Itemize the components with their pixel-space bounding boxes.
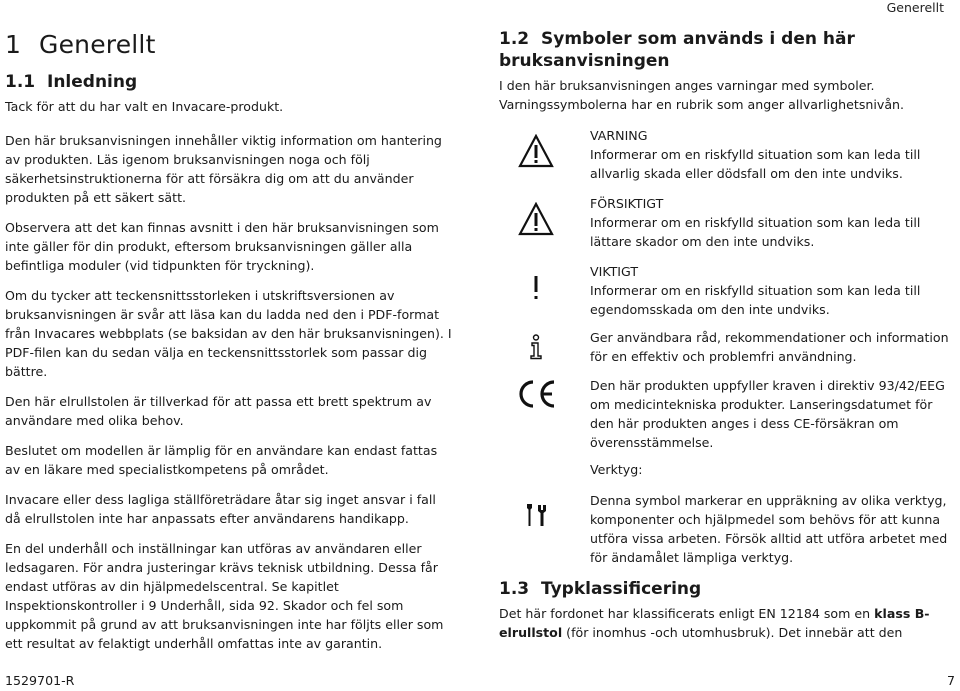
section-heading-typklassificering xyxy=(499,578,949,600)
text-segment: Det här fordonet har klassificerats enligt EN 12184 som en xyxy=(499,606,875,621)
warning-triangle-icon xyxy=(513,134,559,172)
paragraph: Den här bruksanvisningen innehåller viktig information om hantering av produkten. Läs igenom bruksanvisningen noga och följ säkerhetsinstruktionerna för att försäkra dig om att du använder produkten på ett säkert sätt. xyxy=(5,133,442,205)
right-column xyxy=(499,28,949,653)
symbol-row-forsiktigt xyxy=(499,194,949,262)
paragraph: Om du tycker att teckensnittsstorleken i utskriftsversionen av bruksanvisningen är svår att läsa kan du ladda ned den i PDF-format från Invacares webbplats (se baksidan av den här bruksanvisningen). I PDF-filen kan du sedan välja en teckensnittsstorlek som passar dig bättre. xyxy=(5,288,452,379)
intro-line: I den här bruksanvisningen anges varningar med symboler. xyxy=(499,78,875,93)
chapter-title: Generellt xyxy=(39,30,156,59)
left-column xyxy=(5,30,455,664)
caution-triangle-icon xyxy=(513,202,559,240)
paragraph: Invacare eller dess lagliga ställföreträdare åtar sig inget ansvar i fall då elrullstolen inte har anpassats efter användarens handikapp. xyxy=(5,492,436,526)
paragraph: Observera att det kan finnas avsnitt i den här bruksanvisningen som inte gäller för din produkt, eftersom bruksanvisningen gäller alla befintliga moduler (vid tidpunkten för tryckning). xyxy=(5,220,439,273)
section-title: Symboler som används i den här bruksanvisningen xyxy=(499,29,855,71)
intro-line: Varningssymbolerna har en rubrik som anger allvarlighetsnivån. xyxy=(499,97,905,112)
section-number: 1.3 xyxy=(499,579,530,599)
symbol-row-varning xyxy=(499,126,949,194)
symbol-label: VARNING xyxy=(590,128,648,143)
symbol-row-viktigt xyxy=(499,262,949,328)
symbol-description: Ger användbara råd, rekommendationer och information för en effektiv och problemfri användning. xyxy=(590,330,949,364)
footer-page-number: 7 xyxy=(946,673,955,688)
paragraph: En del underhåll och inställningar kan utföras av användaren eller ledsagaren. För andra justeringar krävs teknisk utbildning. Dessa får endast utföras av din hjälpmedelscentral. Se kapitlet Inspektionskontroller i 9 Underhåll, sida 92. Skador och fel som uppkommit på grund av att bruksanvisningen inte har följts eller som ett resultat av felaktigt underhåll omfattas inte av garantin. xyxy=(5,541,444,651)
symbol-label: FÖRSIKTIGT xyxy=(590,196,664,211)
symbol-label: Verktyg: xyxy=(590,462,643,477)
paragraph: Tack för att du har valt en Invacare-produkt. xyxy=(5,99,284,114)
section-heading-inledning xyxy=(5,71,455,93)
section-heading-symboler xyxy=(499,28,949,72)
section-number: 1.2 xyxy=(499,29,530,49)
exclamation-icon xyxy=(513,274,559,306)
info-icon xyxy=(513,334,559,364)
text-segment: (för inomhus -och utomhusbruk). Det innebär att den xyxy=(562,625,903,640)
symbol-description: Informerar om en riskfylld situation som kan leda till egendomsskada om den inte undviks. xyxy=(590,283,921,317)
symbol-description: Informerar om en riskfylld situation som kan leda till allvarlig skada eller dödsfall om den inte undviks. xyxy=(590,147,921,181)
symbols-intro xyxy=(499,76,949,114)
symbol-row-info xyxy=(499,328,949,376)
chapter-heading xyxy=(5,30,455,59)
symbol-row-tools xyxy=(499,460,949,570)
chapter-number: 1 xyxy=(5,30,22,59)
tools-icon xyxy=(513,502,559,532)
paragraph: Den här elrullstolen är tillverkad för att passa ett brett spektrum av användare med olika behov. xyxy=(5,394,432,428)
symbol-row-ce xyxy=(499,376,949,460)
symbol-description: Informerar om en riskfylld situation som kan leda till lättare skador om den inte undviks. xyxy=(590,215,921,249)
running-header: Generellt xyxy=(886,0,944,15)
section-title: Typklassificering xyxy=(541,579,702,599)
symbol-label: VIKTIGT xyxy=(590,264,639,279)
paragraph-typklassificering xyxy=(499,604,949,642)
symbol-description: Denna symbol markerar en uppräkning av olika verktyg, komponenter och hjälpmedel som behövs för att kunna utföra vissa arbeten. Försök alltid att utföra arbetet med för ändamålet lämpliga verktyg. xyxy=(590,493,948,565)
bold-class: klass B-elrullstol xyxy=(499,606,930,640)
symbol-list xyxy=(499,126,949,570)
paragraph: Beslutet om modellen är lämplig för en användare kan endast fattas av en läkare med specialistkompetens på området. xyxy=(5,443,438,477)
symbol-description: Den här produkten uppfyller kraven i direktiv 93/42/EEG om medicintekniska produkter. Lanseringsdatumet för den här produkten anges i dess CE-försäkran om överensstämmelse. xyxy=(590,378,945,450)
footer-doc-number: 1529701-R xyxy=(5,673,75,688)
section-number: 1.1 xyxy=(5,72,36,92)
ce-mark-icon xyxy=(513,378,559,414)
section-title: Inledning xyxy=(47,72,138,92)
